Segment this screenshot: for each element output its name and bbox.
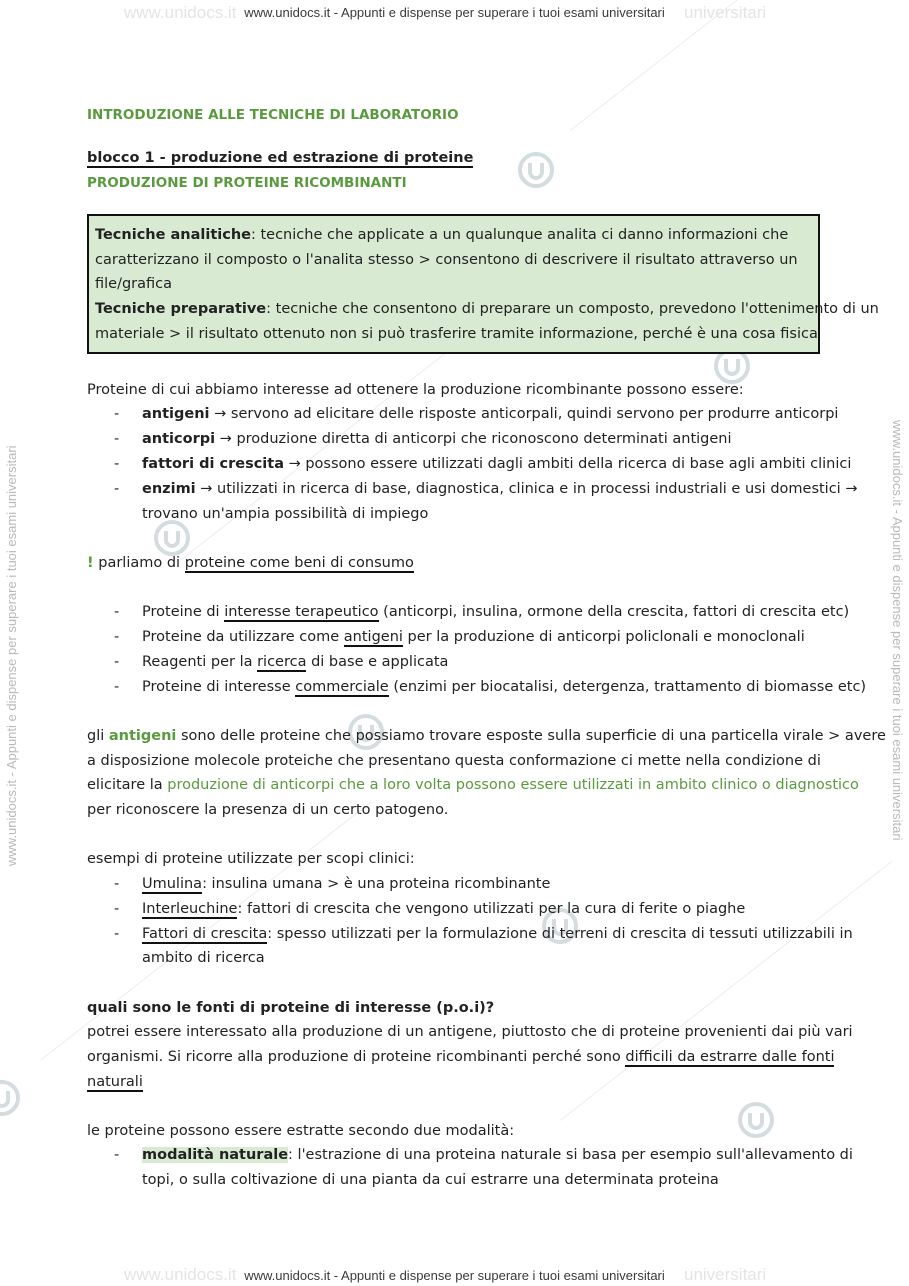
examples-intro: esempi di proteine utilizzate per scopi clinici: <box>87 851 415 867</box>
para-text: elicitare la <box>87 777 168 793</box>
watermark-side-right: www.unidocs.it - Appunti e dispense per superare i tuoi esami universitari <box>890 420 905 841</box>
para-underlined: naturali <box>87 1074 143 1090</box>
watermark-side-left: www.unidocs.it - Appunti e dispense per superare i tuoi esami universitari <box>4 445 19 866</box>
paragraph-line <box>87 726 886 746</box>
list-text: → utilizzati in ricerca di base, diagnostica, clinica e in processi industriali e usi domestici → <box>195 481 858 497</box>
list-term: anticorpi <box>142 431 216 447</box>
unidocs-logo-icon <box>0 1078 22 1118</box>
list-intro: Proteine di cui abbiamo interesse ad ottenere la produzione ricombinante possono essere: <box>87 382 744 398</box>
list-underlined: interesse terapeutico <box>224 604 379 620</box>
box-line: file/grafica <box>95 276 173 292</box>
list-text: (anticorpi, insulina, ormone della crescita, fattori di crescita etc) <box>378 604 850 620</box>
list-item-continuation: trovano un'ampia possibilità di impiego <box>142 506 429 522</box>
list-text: di base e applicata <box>306 654 449 670</box>
note-mark: ! <box>87 555 94 571</box>
bullet-dash: - <box>114 604 120 620</box>
para-text: sono delle proteine che possiamo trovare esposte sulla superficie di una particella virale > avere <box>176 728 886 744</box>
list-text: → possono essere utilizzati dagli ambiti della ricerca di base agli ambiti clinici <box>283 456 852 472</box>
section-heading: PRODUZIONE DI PROTEINE RICOMBINANTI <box>87 175 407 191</box>
list-item <box>142 602 849 622</box>
paragraph-line <box>87 1047 834 1067</box>
note-link-text: proteine come beni di consumo <box>184 555 414 571</box>
list-underlined: ricerca <box>257 654 307 670</box>
watermark-banner-top: www.unidocs.it - Appunti e dispense per superare i tuoi esami universitari <box>244 5 665 20</box>
bullet-dash: - <box>114 926 120 942</box>
watermark-ghost: www.unidocs.it <box>124 3 237 22</box>
analytic-text: : tecniche che applicate a un qualunque analita ci danno informazioni che <box>250 227 789 243</box>
sources-question: quali sono le fonti di proteine di interesse (p.o.i)? <box>87 1000 495 1016</box>
box-line: caratterizzano il composto o l'analita stesso > consentono di descrivere il risultato attraverso un <box>95 252 798 268</box>
bullet-dash: - <box>114 406 120 422</box>
bullet-dash: - <box>114 654 120 670</box>
unidocs-logo-icon <box>516 150 556 190</box>
bullet-dash: - <box>114 876 120 892</box>
antigen-term: antigeni <box>108 728 177 744</box>
bullet-dash: - <box>114 1147 120 1163</box>
list-item <box>142 1145 853 1165</box>
para-highlight: produzione di anticorpi che a loro volta possono essere utilizzati in ambito clinico o diagnostico <box>167 777 859 793</box>
bullet-dash: - <box>114 679 120 695</box>
preparative-text: : tecniche che consentono di preparare un composto, prevedono l'ottenimento di un <box>266 301 879 317</box>
block-heading <box>87 148 473 168</box>
block-heading-text: blocco 1 - produzione ed estrazione di proteine <box>87 150 474 166</box>
page-title: INTRODUZIONE ALLE TECNICHE DI LABORATORIO <box>87 107 459 123</box>
list-text: (enzimi per biocatalisi, detergenza, trattamento di biomasse etc) <box>388 679 867 695</box>
paragraph-line <box>87 1072 143 1092</box>
paragraph-line: per riconoscere la presenza di un certo patogeno. <box>87 802 449 818</box>
note-pre: parliamo di <box>93 555 185 571</box>
extraction-intro: le proteine possono essere estratte secondo due modalità: <box>87 1123 515 1139</box>
paragraph-line: potrei essere interessato alla produzione di un antigene, piuttosto che di proteine provenienti dai più vari <box>87 1024 853 1040</box>
preparative-term: Tecniche preparative <box>95 301 267 317</box>
list-text: Proteine da utilizzare come <box>142 629 344 645</box>
unidocs-logo-icon <box>736 1100 776 1140</box>
box-line <box>95 225 788 245</box>
list-item <box>142 627 805 647</box>
list-item <box>142 479 857 499</box>
paragraph-line: a disposizione molecole proteiche che presentano questa conformazione ci mette nella condizione di <box>87 753 821 769</box>
list-item <box>142 454 851 474</box>
list-item-continuation: topi, o sulla coltivazione di una pianta da cui estrarre una determinata proteina <box>142 1172 719 1188</box>
watermark-ghost: www.unidocs.it <box>124 1265 237 1284</box>
list-item <box>142 899 745 919</box>
list-text: : spesso utilizzati per la formulazione di terreni di crescita di tessuti utilizzabili in <box>267 926 853 942</box>
list-text: : insulina umana > è una proteina ricombinante <box>202 876 551 892</box>
watermark-ghost-end: universitari <box>684 1265 767 1284</box>
bullet-dash: - <box>114 481 120 497</box>
list-item <box>142 429 732 449</box>
bullet-dash: - <box>114 456 120 472</box>
list-text: : fattori di crescita che vengono utilizzati per la cura di ferite o piaghe <box>237 901 746 917</box>
list-item <box>142 404 838 424</box>
list-item <box>142 924 853 944</box>
list-text: per la produzione di anticorpi policlonali e monoclonali <box>402 629 805 645</box>
bullet-dash: - <box>114 629 120 645</box>
list-text: → servono ad elicitare delle risposte anticorpali, quindi servono per produrre anticorpi <box>209 406 839 422</box>
box-line: materiale > il risultato ottenuto non si può trasferire tramite informazione, perché è una cosa fisica <box>95 326 818 342</box>
list-text: : l'estrazione di una proteina naturale si basa per esempio sull'allevamento di <box>288 1147 853 1163</box>
consumer-goods-note <box>87 553 414 573</box>
list-underlined: antigeni <box>343 629 403 645</box>
list-underlined: Fattori di crescita <box>142 926 268 942</box>
list-text: Reagenti per la <box>142 654 258 670</box>
list-text: → produzione diretta di anticorpi che riconoscono determinati antigeni <box>215 431 732 447</box>
box-line <box>95 299 879 319</box>
list-underlined: Interleuchine <box>142 901 238 917</box>
para-underlined: difficili da estrarre dalle fonti <box>625 1049 835 1065</box>
bullet-dash: - <box>114 431 120 447</box>
list-text: Proteine di <box>142 604 225 620</box>
paragraph-line <box>87 775 859 795</box>
watermark-ghost-end: universitari <box>684 3 767 22</box>
analytic-term: Tecniche analitiche <box>95 227 251 243</box>
list-item <box>142 677 866 697</box>
list-term: enzimi <box>142 481 196 497</box>
bullet-dash: - <box>114 901 120 917</box>
list-item <box>142 652 448 672</box>
list-item-continuation: ambito di ricerca <box>142 950 265 966</box>
watermark-banner-bottom: www.unidocs.it - Appunti e dispense per superare i tuoi esami universitari <box>244 1268 665 1283</box>
highlighted-term: modalità naturale <box>142 1147 289 1163</box>
list-underlined: commerciale <box>295 679 389 695</box>
list-item <box>142 874 550 894</box>
list-term: fattori di crescita <box>142 456 284 472</box>
unidocs-logo-icon <box>152 518 192 558</box>
list-term: antigeni <box>142 406 210 422</box>
list-text: Proteine di interesse <box>142 679 296 695</box>
para-text: organismi. Si ricorre alla produzione di proteine ricombinanti perché sono <box>87 1049 626 1065</box>
para-text: gli <box>87 728 109 744</box>
list-underlined: Umulina <box>142 876 203 892</box>
